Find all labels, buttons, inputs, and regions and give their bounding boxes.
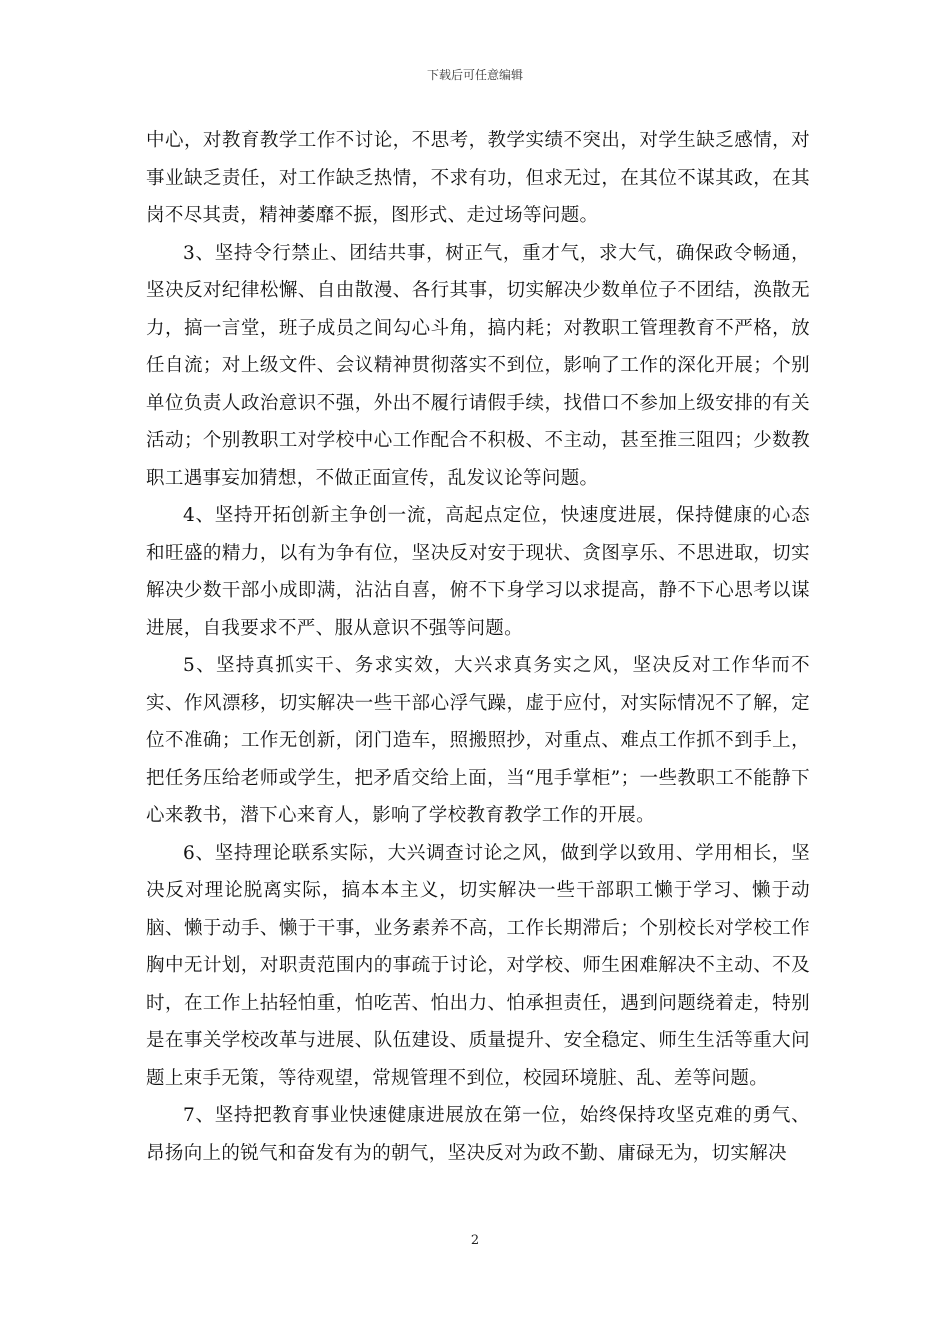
paragraph-item-3: 3、坚持令行禁止、团结共事，树正气，重才气，求大气，确保政令畅通，坚决反对纪律松懈、自由散漫、各行其事，切实解决少数单位子不团结，涣散无力，搞一言堂，班子成员之间勾心斗角，搞内耗；对教职工管理教育不严格，放任自流；对上级文件、会议精神贯彻落实不到位，影响了工作的深化开展；个别单位负责人政治意识不强，外出不履行请假手续，找借口不参加上级安排的有关活动；个别教职工对学校中心工作配合不积极、不主动，甚至推三阻四；少数教职工遇事妄加猜想，不做正面宣传，乱发议论等问题。 xyxy=(146,242,810,489)
page-number: 2 xyxy=(470,1233,480,1248)
paragraph-item-6: 6、坚持理论联系实际，大兴调查讨论之风，做到学以致用、学用相长，坚决反对理论脱离实际，搞本本主义，切实解决一些干部职工懒于学习、懒于动脑、懒于动手、懒于干事，业务素养不高，工作长期滞后；个别校长对学校工作胸中无计划，对职责范围内的事疏于讨论，对学校、师生困难解决不主动、不及时，在工作上拈轻怕重，怕吃苦、怕出力、怕承担责任，遇到问题绕着走，特别是在事关学校改革与进展、队伍建设、质量提升、安全稳定、师生生活等重大问题上束手无策，等待观望，常规管理不到位，校园环境脏、乱、差等问题。 xyxy=(146,842,810,1089)
page-header: 下载后可任意编辑 xyxy=(426,68,523,82)
document-body xyxy=(146,122,810,1172)
paragraph-item-7: 7、坚持把教育事业快速健康进展放在第一位，始终保持攻坚克难的勇气、昂扬向上的锐气和奋发有为的朝气，坚决反对为政不勤、庸碌无为，切实解决 xyxy=(146,1105,810,1164)
paragraph-continuation: 中心，对教育教学工作不讨论，不思考，教学实绩不突出，对学生缺乏感情，对事业缺乏责任，对工作缺乏热情，不求有功，但求无过，在其位不谋其政，在其岗不尽其责，精神萎靡不振，图形式、走过场等问题。 xyxy=(146,130,810,226)
paragraph-item-5: 5、坚持真抓实干、务求实效，大兴求真务实之风，坚决反对工作华而不实、作风漂移，切实解决一些干部心浮气躁，虚于应付，对实际情况不了解，定位不准确；工作无创新，闭门造车，照搬照抄，对重点、难点工作抓不到手上，把任务压给老师或学生，把矛盾交给上面，当“甩手掌柜”；一些教职工不能静下心来教书，潜下心来育人，影响了学校教育教学工作的开展。 xyxy=(146,655,810,826)
paragraph-item-4: 4、坚持开拓创新主争创一流，高起点定位，快速度进展，保持健康的心态和旺盛的精力，以有为争有位，坚决反对安于现状、贪图享乐、不思进取，切实解决少数干部小成即满，沾沾自喜，俯不下身学习以求提高，静不下心思考以谋进展，自我要求不严、服从意识不强等问题。 xyxy=(146,505,810,639)
